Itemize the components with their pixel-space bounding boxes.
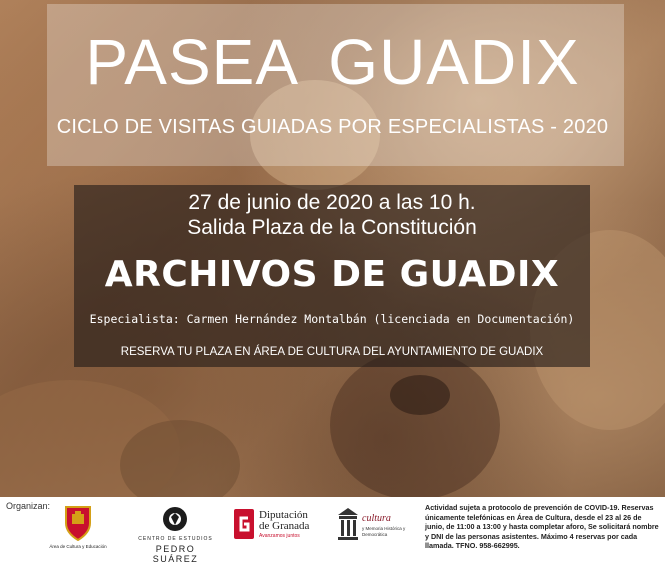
diputacion-g-icon (234, 509, 254, 539)
cultura-word: cultura (362, 513, 391, 524)
diputacion-name-2: de Granada (259, 520, 310, 532)
specialist-line: Especialista: Carmen Hernández Montalbán (licenciada en Documentación) (89, 312, 575, 326)
stone-texture (390, 375, 450, 415)
ayuntamiento-caption: Área de Cultura y Educación (49, 544, 107, 549)
ayuntamiento-logo (48, 505, 108, 555)
coat-of-arms-icon (63, 505, 93, 541)
footer (0, 497, 665, 564)
poster-subtitle: CICLO DE VISITAS GUIADAS POR ESPECIALISTAS - 2020 (56, 116, 609, 138)
centro-caption-small: CENTRO DE ESTUDIOS (138, 536, 213, 542)
event-place: Salida Plaza de la Constitución (187, 216, 477, 239)
cultura-logo (337, 507, 417, 549)
reserve-line: RESERVA TU PLAZA EN ÁREA DE CULTURA DEL AYUNTAMIENTO DE GUADIX (120, 346, 544, 358)
event-heading: ARCHIVOS DE GUADIX (104, 254, 560, 295)
covid-notice: Actividad sujeta a protocolo de prevención de COVID-19. Reservas únicamente telefónicas en Área de Cultura, desde el 23 al 26 de junio, de 11:00 a 13:00 y hasta completar aforo, Se solicitará nombre y DNI de las personas asistentes. Máximo 4 reservas por cada llamada. TFNO. 958-662995. (425, 503, 659, 551)
cultura-caption: y Memoria Histórica y Democrática (362, 526, 406, 537)
stone-texture (330, 350, 500, 497)
event-date: 27 de junio de 2020 a las 10 h. (188, 191, 476, 214)
diputacion-tagline: Avanzamos juntos (259, 533, 300, 539)
stone-texture (120, 420, 240, 497)
centro-caption-name: PEDRO SUÁREZ (152, 544, 199, 564)
diputacion-logo (234, 509, 324, 549)
centro-estudios-logo (133, 505, 218, 564)
centro-emblem-icon (161, 505, 189, 533)
poster-title: PASEA GUADIX (85, 26, 580, 98)
diputacion-name-1: Diputación (259, 509, 308, 521)
building-icon (337, 507, 359, 541)
organizan-label: Organizan: (6, 501, 51, 511)
